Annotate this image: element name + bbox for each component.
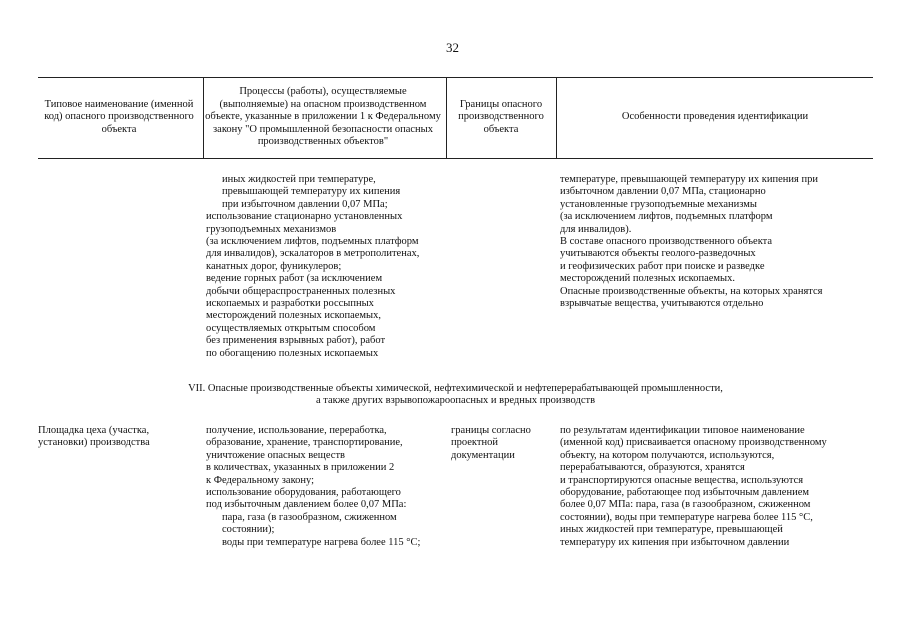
- header-processes: [205, 78, 441, 157]
- text-line: образование, хранение, транспортирование,: [206, 437, 403, 449]
- column-divider: [203, 77, 204, 158]
- text-line: использование стационарно установленных: [206, 211, 403, 223]
- text-line: и геофизических работ при поиске и разведке: [560, 260, 765, 272]
- text-line: установленные грузоподъемные механизмы: [560, 198, 757, 210]
- text-line: температуре, превышающей температуру их кипения при: [560, 174, 818, 185]
- text-line: получение, использование, переработка,: [206, 425, 387, 436]
- text-line: Опасные производственные объекты, на которых хранятся: [560, 285, 823, 297]
- text-line: по результатам идентификации типовое наименование: [560, 425, 805, 436]
- text-line: уничтожение опасных веществ: [206, 449, 346, 461]
- text-line: ведение горных работ (за исключением: [206, 273, 383, 285]
- header-identification: [560, 78, 870, 157]
- text-line: месторождений полезных ископаемых.: [560, 273, 735, 285]
- text-line: канатных дорог, фуникулеров;: [206, 260, 342, 272]
- text-line: проектной: [451, 437, 498, 449]
- text-line: более 0,07 МПа: пара, газа (в газообразном, сжиженном: [560, 499, 811, 511]
- row-processes-cell: [206, 425, 420, 549]
- text-line: взрывчатые вещества, учитываются отдельно: [560, 298, 764, 310]
- text-line: границы согласно: [451, 425, 531, 436]
- text-line: по обогащению полезных ископаемых: [206, 347, 379, 359]
- text-line: превышающей температуру их кипения: [222, 186, 401, 198]
- text-line: учитываются объекты геолого-разведочных: [560, 248, 756, 260]
- text-line: состоянии);: [222, 524, 275, 536]
- text-line: под избыточным давлением более 0,07 МПа:: [206, 499, 407, 511]
- text-line: иных жидкостей при температуре,: [222, 174, 376, 185]
- row-boundaries-cell: [451, 425, 531, 462]
- text-line: и транспортируются опасные вещества, используются: [560, 474, 804, 486]
- text-line: грузоподъемных механизмов: [206, 223, 337, 235]
- page-number: 32: [446, 40, 459, 55]
- text-line: состоянии), воды при температуре нагрева более 115 °С,: [560, 511, 813, 523]
- section-heading-line: а также других взрывопожароопасных и вредных производств: [315, 395, 596, 407]
- text-line: при избыточном давлении 0,07 МПа;: [222, 198, 388, 210]
- header-processes-text: Процессы (работы), осуществляемые (выполняемые) на опасном производственном объекте, указанные в приложении 1 к Федеральному закону "О промышленной безопасности опасных производственных объектов": [205, 86, 441, 148]
- header-bottom-rule: [38, 158, 873, 159]
- text-line: оборудование, работающее под избыточным давлением: [560, 487, 809, 499]
- text-line: избыточном давлении 0,07 МПа, стационарно: [560, 186, 766, 198]
- text-line: (именной код) присваивается опасному производственному: [560, 437, 827, 449]
- header-object-name-text: Типовое наименование (именной код) опасного производственного объекта: [44, 98, 194, 135]
- text-line: использование оборудования, работающего: [206, 487, 401, 499]
- text-line: воды при температуре нагрева более 115 °С;: [222, 536, 421, 548]
- text-line: Площадка цеха (участка,: [38, 425, 150, 436]
- text-line: добычи общераспространенных полезных: [206, 285, 396, 297]
- text-line: объекту, на котором получаются, используются,: [560, 449, 775, 461]
- text-line: В составе опасного производственного объекта: [560, 236, 773, 248]
- text-line: ископаемых и разработки россыпных: [206, 298, 374, 310]
- row-identification-cell: [560, 425, 827, 549]
- section-heading-line: VII. Опасные производственные объекты химической, нефтехимической и нефтеперерабатывающей промышленности,: [188, 383, 723, 394]
- text-line: перерабатываются, образуются, хранятся: [560, 462, 745, 474]
- section-heading: [38, 383, 873, 408]
- text-line: документации: [451, 449, 515, 461]
- text-line: для инвалидов), эскалаторов в метрополитенах,: [206, 248, 420, 260]
- text-line: для инвалидов).: [560, 223, 632, 235]
- text-line: в количествах, указанных в приложении 2: [206, 462, 395, 474]
- header-boundaries-text: Границы опасного производственного объекта: [458, 98, 544, 135]
- text-line: установки) производства: [38, 437, 150, 449]
- column-divider: [556, 77, 557, 158]
- continuation-processes-cell: [206, 174, 419, 360]
- header-boundaries: [448, 78, 554, 157]
- text-line: (за исключением лифтов, подъемных платформ: [560, 211, 773, 223]
- text-line: пара, газа (в газообразном, сжиженном: [222, 511, 397, 523]
- text-line: без применения взрывных работ), работ: [206, 335, 386, 347]
- text-line: (за исключением лифтов, подъемных платформ: [206, 236, 419, 248]
- text-line: иных жидкостей при температуре, превышающей: [560, 524, 783, 536]
- continuation-identification-cell: [560, 174, 823, 310]
- header-identification-text: Особенности проведения идентификации: [621, 111, 809, 123]
- text-line: к Федеральному закону;: [206, 474, 315, 486]
- header-object-name: [40, 78, 198, 157]
- column-divider: [446, 77, 447, 158]
- text-line: месторождений полезных ископаемых,: [206, 310, 381, 322]
- row-object-name-cell: [38, 425, 150, 450]
- text-line: осуществляемых открытым способом: [206, 322, 376, 334]
- text-line: температуру их кипения при избыточном давлении: [560, 536, 790, 548]
